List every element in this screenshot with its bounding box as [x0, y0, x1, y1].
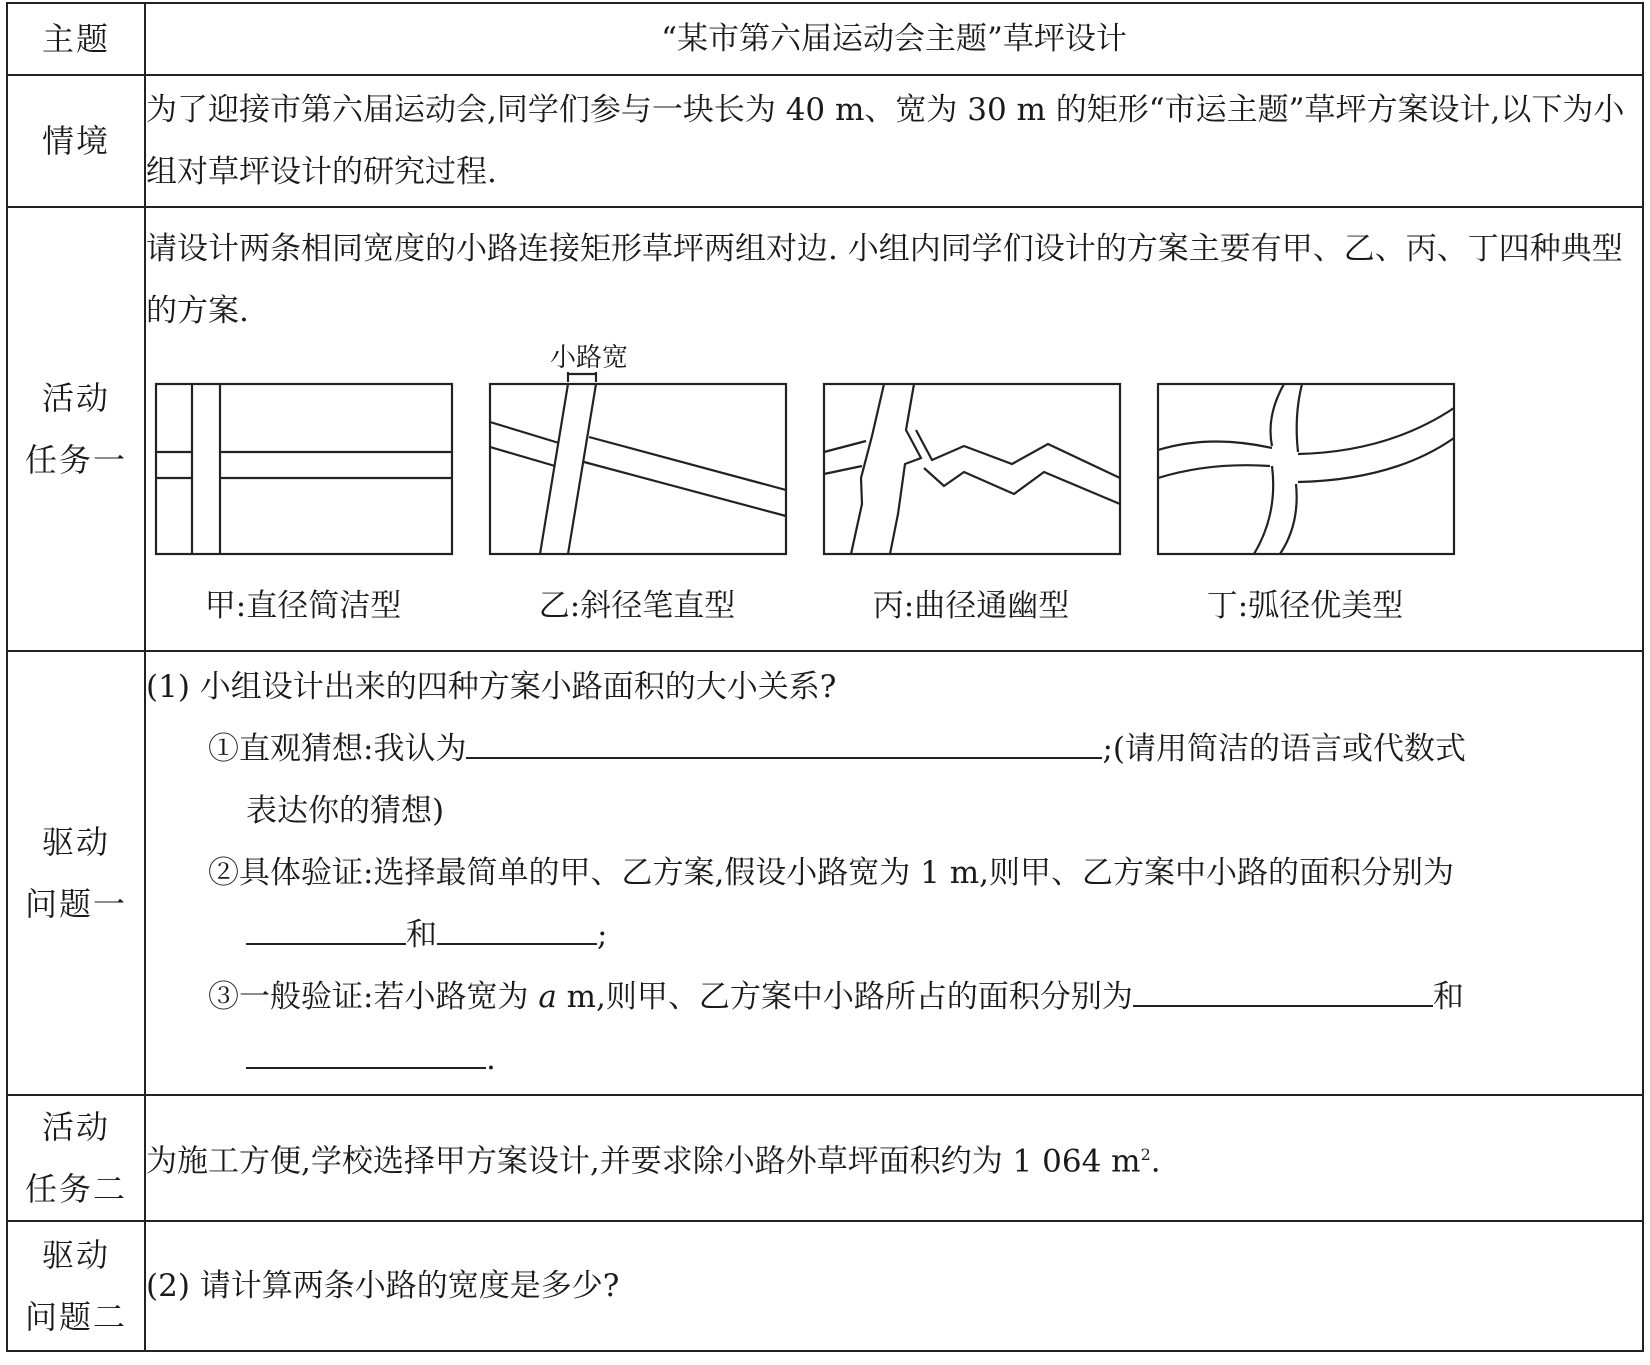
design-yi-caption: 乙:斜径笔直型 [538, 588, 736, 624]
design-bing [814, 354, 1128, 624]
task2-end: . [1150, 1143, 1161, 1180]
drive2-label-line1: 驱动 [41, 1236, 110, 1274]
question-1c-mid: m,则甲、乙方案中小路所占的面积分别为 [566, 979, 1133, 1015]
task2-label-line1: 活动 [41, 1108, 110, 1146]
row-theme [7, 3, 1643, 75]
task2-label-line2: 任务二 [24, 1170, 127, 1208]
drive2-label-line2: 问题二 [24, 1298, 127, 1336]
task1-text: 请设计两条相同宽度的小路连接矩形草坪两组对边. 小组内同学们设计的方案主要有甲、乙、丙、丁四种典型的方案. [146, 231, 1623, 329]
drive1-label-line1: 驱动 [41, 823, 110, 861]
answer-blank-yi-area-a[interactable] [246, 1031, 486, 1069]
and-word-2: 和 [1432, 979, 1464, 1015]
design-ding-diagram [1148, 354, 1462, 584]
question-1a-line [146, 718, 1642, 780]
context-text: 为了迎接市第六届运动会,同学们参与一块长为 40 m、宽为 30 m 的矩形“市运主题”草坪方案设计,以下为小组对草坪设计的研究过程. [146, 92, 1625, 190]
row-task2 [7, 1095, 1643, 1221]
drive1-label [7, 651, 145, 1095]
task1-label [7, 207, 145, 651]
design-jia-diagram [146, 354, 460, 584]
worksheet-table [6, 2, 1644, 1352]
task2-label [7, 1095, 145, 1221]
task2-text: 为施工方便,学校选择甲方案设计,并要求除小路外草坪面积约为 1 064 m [146, 1143, 1141, 1180]
drive2-cell [145, 1221, 1643, 1351]
drive1-label-line2: 问题一 [24, 885, 127, 923]
question-1b-answers [146, 904, 1642, 966]
task1-label-line1: 活动 [41, 379, 110, 417]
and-word: 和 [406, 917, 437, 953]
task1-cell [145, 207, 1643, 651]
design-yi-diagram [480, 354, 794, 584]
task2-sup: 2 [1140, 1144, 1151, 1164]
task2-cell [145, 1095, 1643, 1221]
row-task1 [7, 207, 1643, 651]
answer-blank-jia-area[interactable] [246, 907, 406, 945]
design-jia [146, 354, 460, 624]
row-drive2 [7, 1221, 1643, 1351]
variable-a: a [538, 979, 557, 1015]
semicolon: ; [597, 917, 608, 953]
question-1a-prefix: ①直观猜想:我认为 [208, 731, 467, 767]
question-2: (2) 请计算两条小路的宽度是多少? [146, 1268, 620, 1304]
context-label: 情境 [7, 75, 145, 207]
question-1: (1) 小组设计出来的四种方案小路面积的大小关系? [146, 669, 837, 705]
question-1b: ②具体验证:选择最简单的甲、乙方案,假设小路宽为 1 m,则甲、乙方案中小路的面积分别为 [208, 855, 1454, 891]
drive1-cell [145, 651, 1643, 1095]
path-width-label: 小路宽 [550, 343, 629, 373]
worksheet [6, 2, 1644, 1358]
question-1a-suffix: ;(请用简洁的语言或代数式 [1102, 731, 1466, 767]
period: . [486, 1041, 496, 1077]
theme-label: 主题 [7, 3, 145, 75]
design-figures [146, 343, 1642, 640]
row-context [7, 75, 1643, 207]
task1-label-line2: 任务一 [24, 441, 127, 479]
context-cell [145, 75, 1643, 207]
design-yi [480, 354, 794, 624]
answer-blank-yi-area[interactable] [437, 907, 597, 945]
task2-text-line [146, 1124, 1642, 1192]
row-drive1 [7, 651, 1643, 1095]
answer-blank-guess[interactable] [466, 721, 1102, 759]
question-1c-line [146, 966, 1642, 1028]
design-bing-diagram [814, 354, 1128, 584]
question-1c-prefix: ③一般验证:若小路宽为 [208, 979, 529, 1015]
design-ding-caption: 丁:弧径优美型 [1206, 588, 1404, 624]
design-bing-caption: 丙:曲径通幽型 [872, 588, 1070, 624]
drive2-label [7, 1221, 145, 1351]
question-1c-cont [146, 1028, 1642, 1090]
theme-title: “某市第六届运动会主题”草坪设计 [145, 3, 1643, 75]
question-1a-cont: 表达你的猜想) [246, 793, 445, 829]
answer-blank-jia-area-a[interactable] [1133, 969, 1433, 1007]
design-ding [1148, 354, 1462, 624]
design-jia-caption: 甲:直径简洁型 [204, 588, 402, 624]
